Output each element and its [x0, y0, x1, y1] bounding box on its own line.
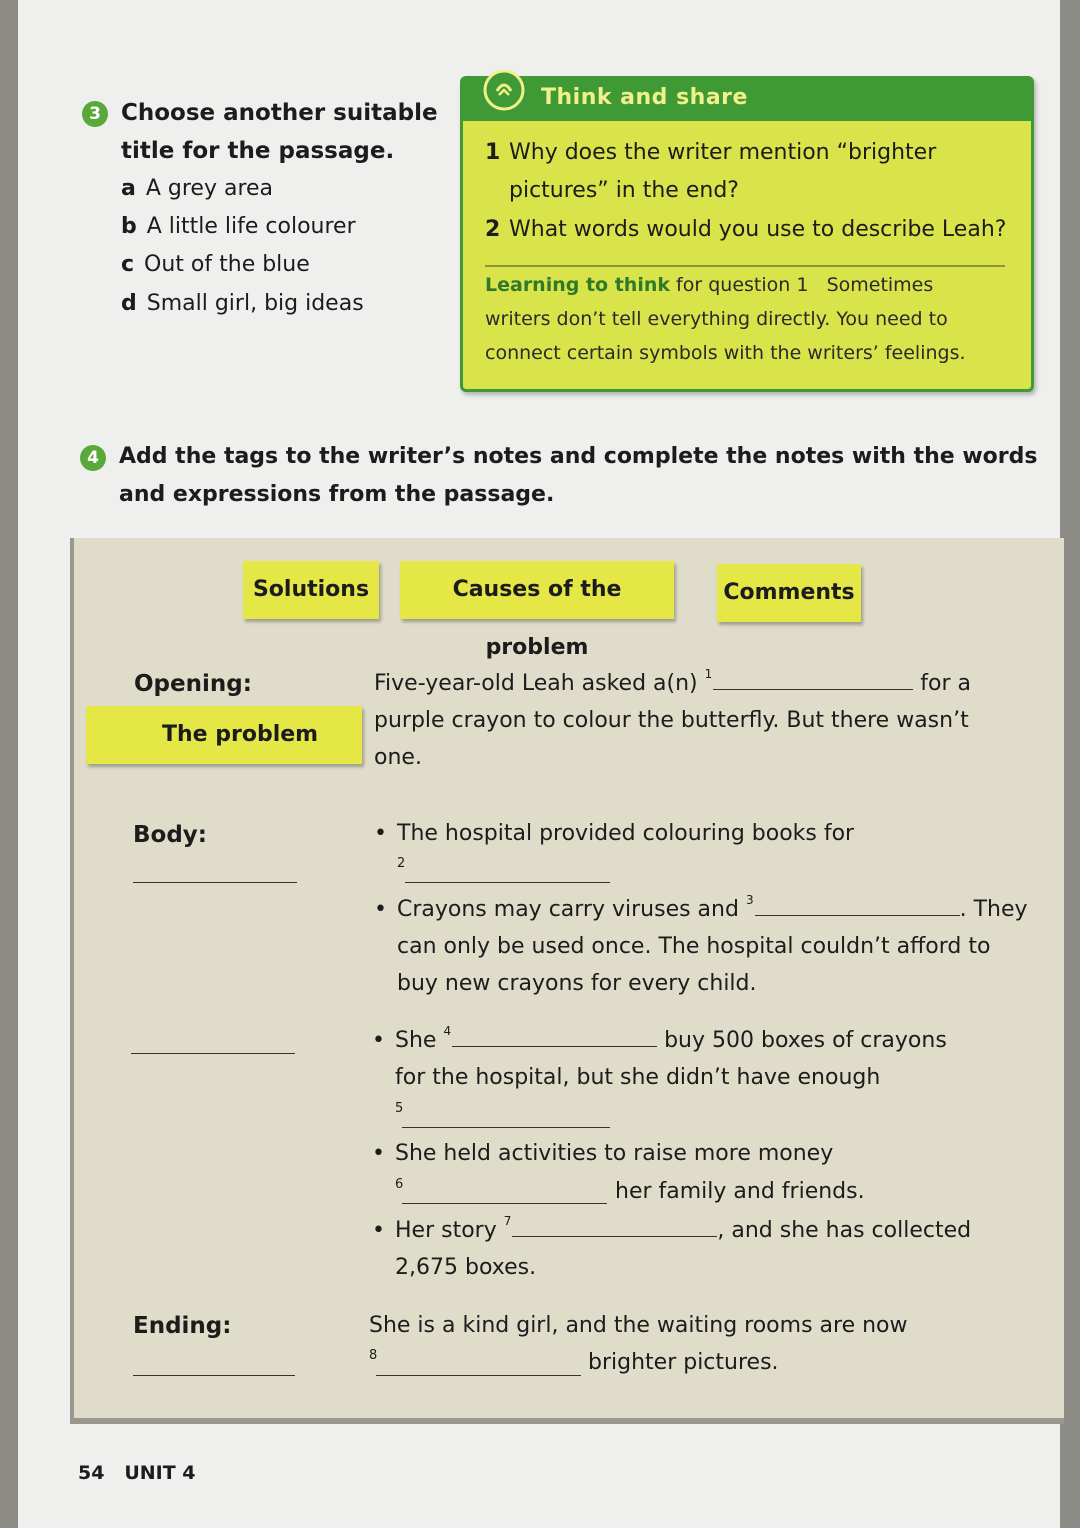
- opening-line1: Five-year-old Leah asked a(n) $^1$ for a: [374, 667, 972, 696]
- unit-label: UNIT 4: [124, 1462, 196, 1484]
- body-b2-line3: buy new crayons for every child.: [397, 971, 757, 996]
- tag-comments[interactable]: Comments: [717, 564, 861, 622]
- tag-blank-solutions[interactable]: [131, 1053, 295, 1054]
- blank-4[interactable]: [452, 1045, 657, 1047]
- blank-8[interactable]: [376, 1375, 581, 1376]
- blank-2[interactable]: [405, 882, 610, 883]
- think-q2-number: 2: [485, 217, 501, 242]
- learn-line1: Learning to think for question 1 Sometimes: [485, 274, 934, 296]
- ending-line1: She is a kind girl, and the waiting rooms are now: [369, 1313, 908, 1338]
- blank-6-number: 6: [395, 1177, 404, 1192]
- blank-6[interactable]: [402, 1203, 607, 1204]
- ending-line2: brighter pictures.: [588, 1350, 779, 1375]
- blank-3[interactable]: [755, 914, 960, 916]
- think-q1-line1: Why does the writer mention “brighter: [509, 140, 937, 165]
- body-label: Body:: [133, 822, 207, 848]
- body-b5-line2: 2,675 boxes.: [395, 1255, 537, 1280]
- body-b4-line2: her family and friends.: [615, 1179, 865, 1204]
- opening-line3: one.: [374, 745, 422, 770]
- bullet-2: •: [374, 897, 387, 922]
- body-b3-line1: She $^4$ buy 500 boxes of crayons: [395, 1024, 947, 1053]
- tag-causes-of-the-problem[interactable]: Causes of the problem: [400, 561, 674, 619]
- blank-8-number: 8: [369, 1348, 378, 1363]
- tag-blank-ending[interactable]: [133, 1375, 295, 1376]
- think-title: Think and share: [541, 85, 748, 110]
- think-and-share-box: [460, 76, 1034, 392]
- bullet-1: •: [374, 821, 387, 846]
- bullet-4: •: [372, 1141, 385, 1166]
- q3-option-d: d Small girl, big ideas: [121, 291, 364, 316]
- think-divider: [485, 265, 1005, 267]
- body-b2-line1: Crayons may carry viruses and $^3$ . They: [397, 893, 1028, 922]
- bullet-5: •: [372, 1218, 385, 1243]
- body-b3-line2: for the hospital, but she didn’t have enough: [395, 1065, 881, 1090]
- blank-7[interactable]: [512, 1235, 717, 1237]
- body-b4-line1: She held activities to raise more money: [395, 1141, 834, 1166]
- learn-line3: connect certain symbols with the writers’ feelings.: [485, 342, 966, 364]
- q3-title-line1: Choose another suitable: [121, 100, 438, 126]
- body-b2-line2: can only be used once. The hospital couldn’t afford to: [397, 934, 991, 959]
- blank-1[interactable]: [713, 688, 913, 690]
- question-number-3: 3: [82, 101, 108, 127]
- think-q1-line2: pictures” in the end?: [509, 178, 739, 203]
- page-footer: [78, 1462, 196, 1484]
- question-number-4: 4: [80, 445, 106, 471]
- tag-blank-body[interactable]: [133, 882, 297, 883]
- page-number: 54: [78, 1462, 105, 1484]
- ending-label: Ending:: [133, 1313, 232, 1339]
- q3-option-b: b A little life colourer: [121, 214, 356, 239]
- q4-line1: Add the tags to the writer’s notes and complete the notes with the words: [119, 444, 1038, 469]
- learn-line2: writers don’t tell everything directly. You need to: [485, 308, 948, 330]
- think-q2-text: What words would you use to describe Leah?: [509, 217, 1007, 242]
- think-q1-number: 1: [485, 140, 501, 165]
- thinking-head-icon: [481, 67, 527, 113]
- q3-option-c: c Out of the blue: [121, 252, 310, 277]
- q4-line2: and expressions from the passage.: [119, 482, 555, 507]
- blank-5-number: 5: [395, 1101, 404, 1116]
- body-b5-line1: Her story $^7$ , and she has collected: [395, 1214, 972, 1243]
- opening-label: Opening:: [134, 671, 252, 697]
- blank-5[interactable]: [402, 1127, 610, 1128]
- q3-option-a: a A grey area: [121, 176, 274, 201]
- tag-solutions[interactable]: Solutions: [243, 561, 379, 619]
- body-b1-line1: The hospital provided colouring books for: [397, 821, 855, 846]
- q3-title-line2: title for the passage.: [121, 138, 395, 164]
- blank-2-number: 2: [397, 856, 406, 871]
- tag-the-problem[interactable]: The problem: [86, 706, 362, 764]
- bullet-3: •: [372, 1028, 385, 1053]
- opening-line2: purple crayon to colour the butterfly. But there wasn’t: [374, 708, 969, 733]
